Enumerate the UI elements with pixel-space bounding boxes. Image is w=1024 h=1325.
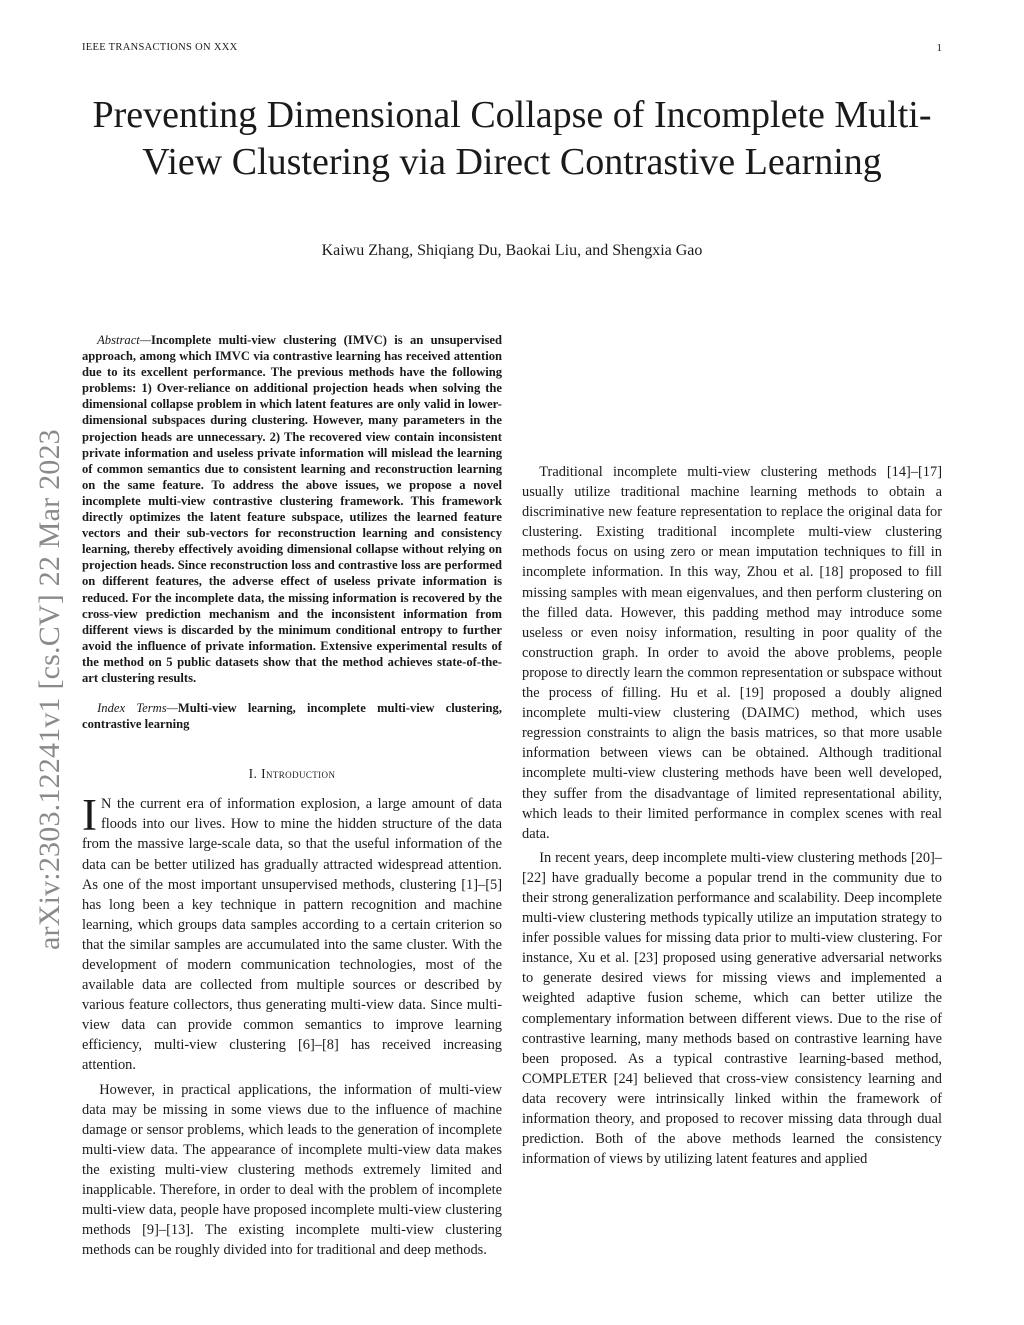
left-column: [82, 332, 502, 1260]
right-column: [522, 332, 942, 1169]
abstract: [82, 332, 502, 686]
arxiv-watermark: arXiv:2303.12241v1 [cs.CV] 22 Mar 2023: [33, 429, 66, 950]
index-terms-text: Multi-view learning, incomplete multi-view clustering, contrastive learning: [82, 701, 502, 732]
paper-title: Preventing Dimensional Collapse of Incomplete Multi-View Clustering via Direct Contrastive Learning: [92, 94, 932, 183]
intro-paragraph-3-text: Traditional incomplete multi-view clustering methods [14]–[17] usually utilize traditional machine learning methods to obtain a discriminative new feature representation to replace the original data for clustering. Existing traditional incomplete multi-view clustering methods focus on using zero or mean imputation techniques to fill in incomplete information. In this way, Zhou et al. [18] proposed to fill missing samples with mean eigenvalues, and then perform clustering on the filled data. However, this padding method may introduce some useless or even noisy information, resulting in poor quality of the construction graph. In order to avoid the above problems, people propose to directly learn the common representation or subspace without the process of filling. Hu et al. [19] proposed a doubly aligned incomplete multi-view clustering (DAIMC) method, which uses regression constraints to align the basis matrices, so that more usable information between views can be obtained. Although traditional incomplete multi-view clustering methods have been well developed, they suffer from the disadvantage of limited representational ability, which leads to their limited performance in complex scenes with real data.: [522, 464, 942, 842]
drop-cap: I: [82, 790, 97, 841]
intro-paragraph-4: [522, 848, 942, 1170]
intro-paragraph-3: [522, 462, 942, 844]
abstract-label: Abstract—: [97, 333, 151, 347]
page-number: 1: [936, 42, 942, 54]
author-list: Kaiwu Zhang, Shiqiang Du, Baokai Liu, and Shengxia Gao: [321, 242, 703, 259]
intro-paragraph-4-text: In recent years, deep incomplete multi-view clustering methods [20]–[22] have gradually become a popular trend in the community due to their strong generalization performance and scalability. Deep incomplete multi-view clustering methods typically utilize an imputation strategy to infer possible values for missing data prior to multi-view clustering. For instance, Xu et al. [23] proposed using generative adversarial networks to generate desired views for missing views and implemented a weighted adaptive fusion scheme, which can better utilize the complementary information between different views. Due to the rise of contrastive learning, many methods based on contrastive learning have been proposed. As a typical contrastive learning-based method, COMPLETER [24] believed that cross-view consistency learning and data recovery were intrinsically linked within the framework of information theory, and proposed to recover missing data through dual prediction. Both of the above methods learned the consistency information of views by utilizing latent features and applied: [522, 849, 942, 1168]
index-terms: [82, 700, 502, 732]
journal-header: IEEE TRANSACTIONS ON XXX: [82, 42, 238, 53]
intro-paragraph-1: [82, 790, 502, 1075]
abstract-text: Incomplete multi-view clustering (IMVC) is an unsupervised approach, among which IMVC via contrastive learning has received attention due to its excellent performance. The previous methods have the following problems: 1) Over-reliance on additional projection heads when solving the dimensional collapse problem in which latent features are only valid in lower-dimensional subspaces during clustering. However, many parameters in the projection heads are unnecessary. 2) The recovered view contain inconsistent private information and useless private information will mislead the learning of common semantics due to consistent learning and reconstruction learning on the same feature. To address the above issues, we propose a novel incomplete multi-view contrastive clustering framework. This framework directly optimizes the latent feature subspace, utilizes the learned feature vectors and their sub-vectors for reconstruction learning and consistency learning, thereby effectively avoiding dimensional collapse without relying on projection heads. Since reconstruction loss and contrastive loss are performed on different features, the adverse effect of useless private information is reduced. For the incomplete data, the missing information is recovered by the cross-view prediction mechanism and the inconsistent information from different views is discarded by the minimum conditional entropy to further avoid the influence of private information. Extensive experimental results of the method on 5 public datasets show that the method achieves state-of-the-art clustering results.: [82, 333, 502, 685]
intro-paragraph-1-text: N the current era of information explosion, a large amount of data floods into our lives. How to mine the hidden structure of the data from the massive large-scale data, so that the useful information of the data can be better utilized has gradually attracted widespread attention. As one of the most important unsupervised methods, clustering [1]–[5] has long been a key technique in pattern recognition and machine learning, which groups data samples according to a certain criterion so that the similar samples are accumulated into the same cluster. With the development of modern communication technologies, most of the available data are collected from multiple sources or described by various feature collectors, thus generating multi-view data. Since multi-view data can provide common semantics to improve learning efficiency, multi-view clustering [6]–[8] has received increasing attention.: [82, 796, 502, 1074]
section-heading-introduction: I. Introduction: [248, 766, 336, 782]
index-terms-label: Index Terms—: [97, 701, 178, 716]
intro-paragraph-2-text: However, in practical applications, the information of multi-view data may be missing in some views due to the influence of machine damage or sensor problems, which leads to the generation of incomplete multi-view data. The appearance of incomplete multi-view data makes the existing multi-view clustering methods extremely limited and inapplicable. Therefore, in order to deal with the problem of incomplete multi-view data, people have proposed incomplete multi-view clustering methods [9]–[13]. The existing incomplete multi-view clustering methods can be roughly divided into for traditional and deep methods.: [82, 1081, 502, 1259]
intro-paragraph-2: [82, 1080, 502, 1261]
